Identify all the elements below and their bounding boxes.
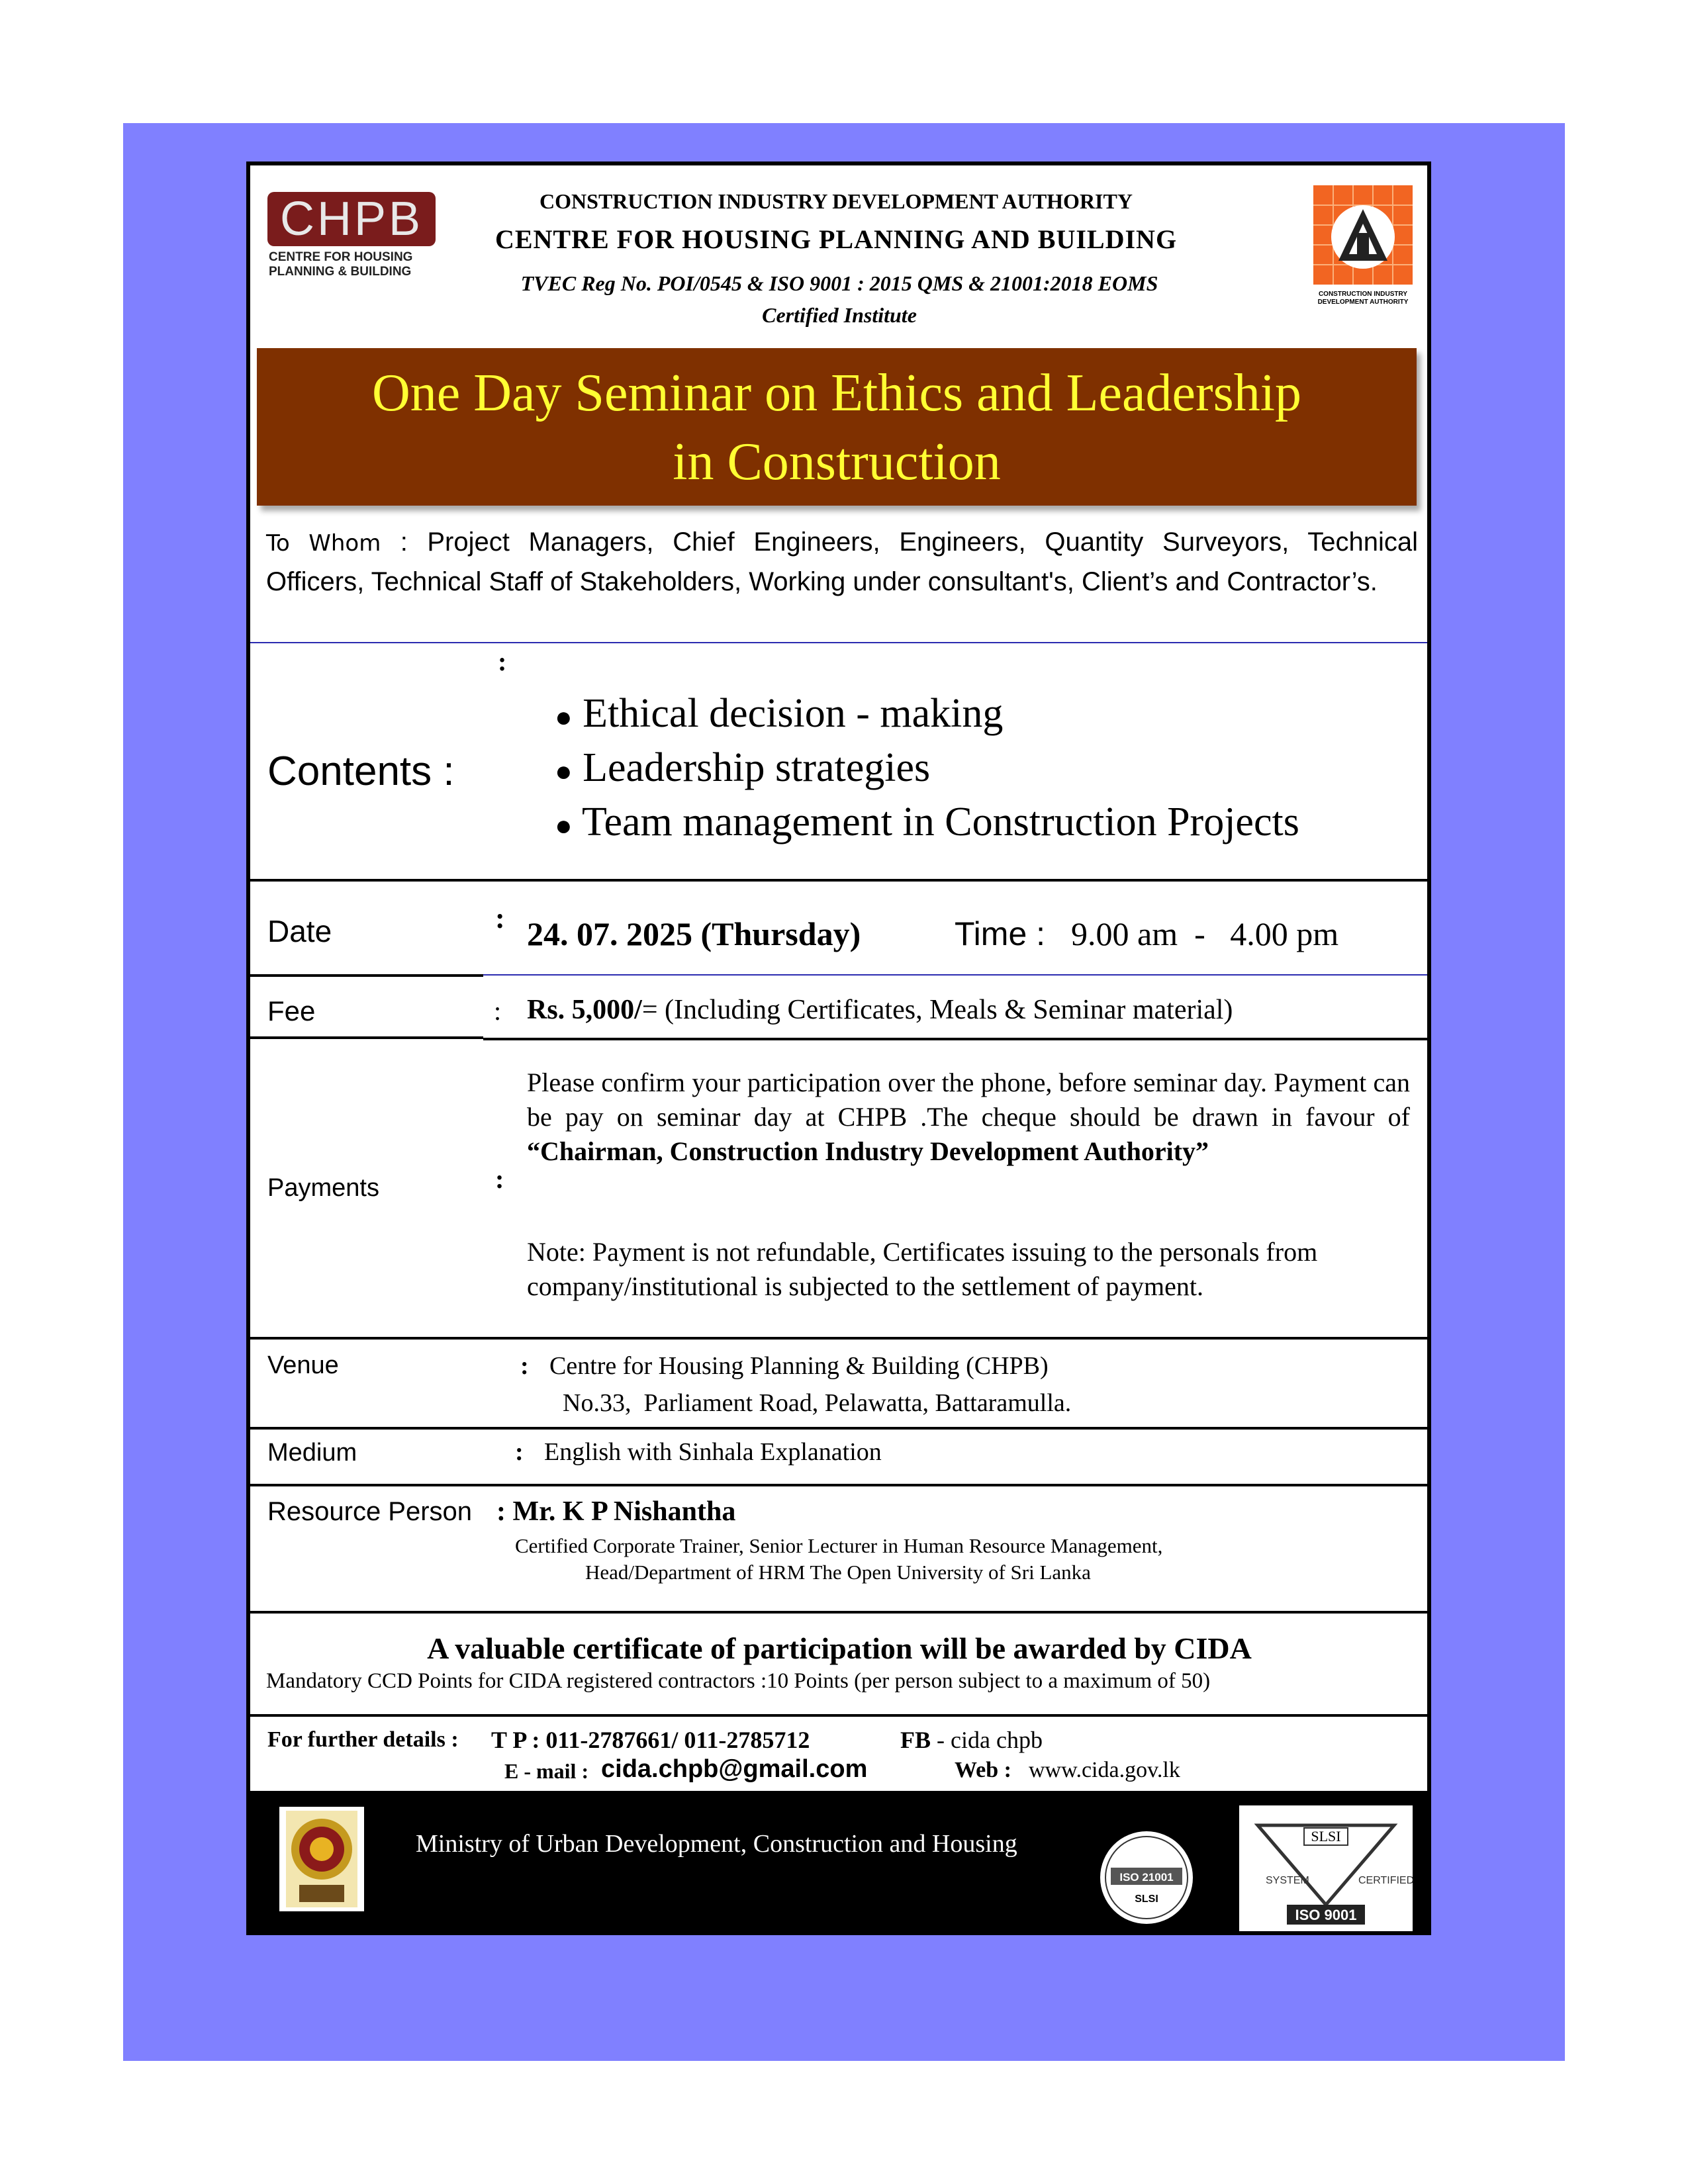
date-label: Date bbox=[267, 914, 332, 948]
to-whom-section bbox=[266, 523, 1418, 601]
contents-label: Contents : bbox=[267, 749, 455, 794]
contents-item bbox=[555, 797, 1299, 851]
iso-21001-text: ISO 21001 bbox=[1119, 1871, 1174, 1884]
to-whom-label: To Whom bbox=[266, 530, 381, 557]
bullet-icon: ● bbox=[555, 754, 573, 788]
divider-resource bbox=[250, 1611, 1429, 1614]
time-value: 9.00 am - 4.00 pm bbox=[1071, 915, 1339, 952]
medium-colon: : bbox=[515, 1438, 524, 1466]
iso-21001-badge bbox=[1098, 1828, 1196, 1927]
slsi-text: SLSI bbox=[1311, 1828, 1341, 1844]
cida-logo-caption1: CONSTRUCTION INDUSTRY bbox=[1318, 291, 1408, 298]
sri-lanka-emblem-icon bbox=[279, 1807, 364, 1911]
iso-9001-text: ISO 9001 bbox=[1295, 1907, 1357, 1923]
resource-line2: Head/Department of HRM The Open University of Sri Lanka bbox=[585, 1561, 1091, 1584]
venue-label: Venue bbox=[267, 1351, 339, 1379]
payments-payee: “Chairman, Construction Industry Development Authority” bbox=[527, 1136, 1209, 1166]
seminar-title-line2: in Construction bbox=[673, 433, 1001, 491]
fb-value: - cida chpb bbox=[937, 1727, 1043, 1753]
bullet-icon: ● bbox=[555, 700, 573, 733]
contents-colon: : bbox=[498, 647, 507, 676]
divider-date-right bbox=[483, 974, 1429, 976]
web-value[interactable]: www.cida.gov.lk bbox=[1029, 1758, 1180, 1782]
cida-logo-icon bbox=[1313, 185, 1413, 285]
bullet-icon: ● bbox=[555, 809, 573, 842]
iso-21001-slsi: SLSI bbox=[1135, 1893, 1158, 1905]
cida-logo bbox=[1313, 185, 1413, 304]
contact-facebook bbox=[900, 1726, 1043, 1754]
authority-title: CONSTRUCTION INDUSTRY DEVELOPMENT AUTHORITY bbox=[539, 189, 1133, 213]
divider-medium bbox=[250, 1484, 1429, 1486]
payments-text bbox=[527, 1066, 1410, 1169]
seminar-title-line1: One Day Seminar on Ethics and Leadership bbox=[371, 364, 1302, 422]
slsi-iso-9001-icon bbox=[1239, 1805, 1413, 1931]
system-text: SYSTEM bbox=[1266, 1875, 1309, 1886]
contents-item bbox=[555, 743, 1299, 797]
contents-item-text: Leadership strategies bbox=[583, 745, 931, 790]
divider-certificate bbox=[250, 1714, 1429, 1717]
contents-list bbox=[555, 688, 1299, 850]
tvec-registration: TVEC Reg No. POI/0545 & ISO 9001 : 2015 QMS & 21001:2018 EOMS bbox=[520, 271, 1158, 295]
divider-venue bbox=[250, 1427, 1429, 1430]
resource-line1: Certified Corporate Trainer, Senior Lecturer in Human Resource Management, bbox=[515, 1534, 1163, 1557]
divider-to-whom bbox=[250, 642, 1429, 643]
ministry-name: Ministry of Urban Development, Construction and Housing bbox=[416, 1830, 1017, 1858]
date-value: 24. 07. 2025 (Thursday) bbox=[527, 915, 861, 952]
divider-date-left bbox=[250, 974, 483, 977]
fee-value bbox=[527, 994, 1233, 1026]
medium-label: Medium bbox=[267, 1439, 357, 1467]
payments-instructions: Please confirm your participation over the phone, before seminar day. Payment can be pay on seminar day at CHPB .The cheque should be drawn in favour of bbox=[527, 1068, 1410, 1132]
email-label: E - mail : bbox=[504, 1759, 589, 1783]
web-label: Web : bbox=[955, 1758, 1011, 1782]
resource-name: : Mr. K P Nishantha bbox=[496, 1496, 736, 1527]
certificate-headline: A valuable certificate of participation will be awarded by CIDA bbox=[427, 1631, 1252, 1665]
email-value[interactable]: cida.chpb@gmail.com bbox=[601, 1755, 868, 1783]
contents-item bbox=[555, 688, 1299, 743]
ccd-points: Mandatory CCD Points for CIDA registered contractors :10 Points (per person subject to a maximum of 50) bbox=[266, 1669, 1211, 1693]
fee-details: = (Including Certificates, Meals & Seminar material) bbox=[641, 995, 1233, 1025]
seminar-title-banner bbox=[257, 348, 1417, 506]
venue-colon: : bbox=[520, 1352, 529, 1380]
time-label: Time : bbox=[955, 915, 1046, 952]
footer-bar bbox=[250, 1791, 1429, 1935]
date-colon: : bbox=[495, 902, 505, 934]
chpb-logo-mark: CHPB bbox=[267, 192, 436, 246]
fee-colon: : bbox=[494, 996, 502, 1026]
seminar-flyer bbox=[246, 161, 1431, 1935]
fb-label: FB bbox=[900, 1727, 931, 1753]
cida-logo-caption2: DEVELOPMENT AUTHORITY bbox=[1317, 298, 1409, 306]
venue-line2: No.33, Parliament Road, Pelawatta, Battaramulla. bbox=[563, 1389, 1072, 1417]
contact-phone: T P : 011-2787661/ 011-2785712 bbox=[491, 1727, 810, 1753]
to-whom-colon: : bbox=[400, 527, 408, 557]
payments-colon: : bbox=[495, 1164, 504, 1194]
divider-fee-left bbox=[250, 1036, 483, 1039]
fee-label: Fee bbox=[267, 995, 316, 1026]
to-whom-text: Project Managers, Chief Engineers, Engineers, Quantity Surveyors, Technical Officers, Technical Staff of Stakeholders, Working under consultant's, Client’s and Contractor’s. bbox=[266, 527, 1418, 596]
venue-line1: Centre for Housing Planning & Building (CHPB) bbox=[549, 1352, 1049, 1380]
resource-label: Resource Person bbox=[267, 1497, 473, 1526]
iso-21001-icon bbox=[1098, 1828, 1196, 1927]
medium-value: English with Sinhala Explanation bbox=[544, 1438, 882, 1466]
divider-payments bbox=[250, 1337, 1429, 1340]
contents-item-text: Ethical decision - making bbox=[583, 691, 1004, 736]
fee-amount: Rs. 5,000/ bbox=[527, 995, 642, 1025]
contents-item-text: Team management in Construction Projects bbox=[581, 799, 1299, 844]
sri-lanka-emblem bbox=[279, 1807, 364, 1911]
centre-title: CENTRE FOR HOUSING PLANNING AND BUILDING bbox=[494, 224, 1178, 254]
divider-contents bbox=[250, 879, 1429, 882]
divider-fee-right bbox=[483, 1038, 1429, 1040]
slsi-iso-9001-badge bbox=[1239, 1805, 1413, 1931]
payments-label: Payments bbox=[267, 1174, 379, 1202]
certified-institute: Certified Institute bbox=[762, 303, 917, 327]
chpb-logo bbox=[267, 192, 436, 304]
chpb-logo-sub1: CENTRE FOR HOUSING bbox=[269, 250, 413, 264]
further-details-label: For further details : bbox=[267, 1727, 459, 1752]
chpb-logo-sub2: PLANNING & BUILDING bbox=[269, 265, 412, 279]
payments-note: Note: Payment is not refundable, Certificates issuing to the personals from company/institutional is subjected to the settlement of payment. bbox=[527, 1237, 1318, 1301]
certified-text: CERTIFIED bbox=[1358, 1875, 1413, 1886]
